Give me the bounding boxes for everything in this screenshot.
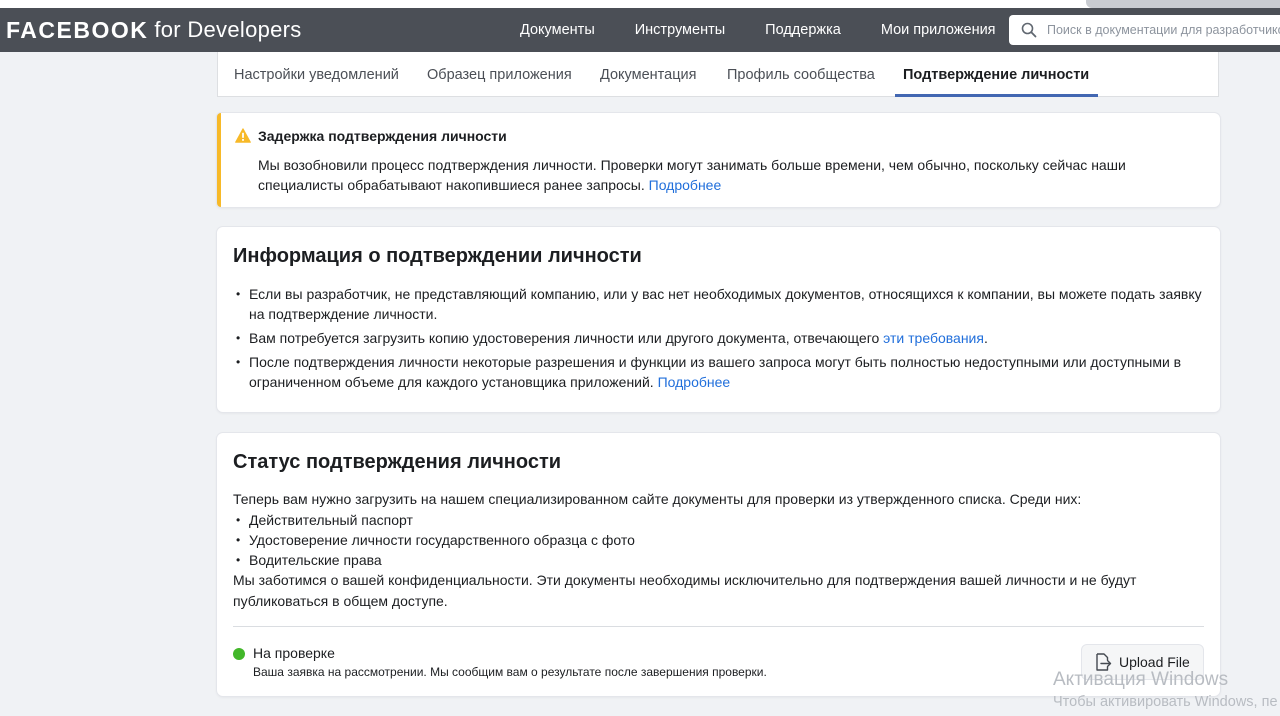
app-tabs <box>217 52 1219 97</box>
tab-notification-settings[interactable]: Настройки уведомлений <box>234 67 399 83</box>
top-navbar <box>0 8 1280 52</box>
alert-body <box>258 155 1138 195</box>
search-input[interactable] <box>1045 22 1280 38</box>
logo-subtitle: for Developers <box>154 17 302 42</box>
tab-community-profile[interactable]: Профиль сообщества <box>727 67 875 83</box>
windows-activation-title: Активация Windows <box>1053 669 1229 690</box>
info-list <box>233 284 1203 396</box>
nav-support[interactable]: Поддержка <box>765 22 841 38</box>
info-learn-more-link[interactable]: Подробнее <box>657 374 731 390</box>
overlay-edge <box>1086 0 1280 8</box>
divider <box>233 626 1204 627</box>
main-nav <box>500 8 1016 52</box>
upload-file-label: Upload File <box>1119 654 1190 670</box>
info-item-text: Вам потребуется загрузить копию удостоверения личности или другого документа, отвечающего <box>249 330 880 346</box>
status-label: На проверке <box>253 645 335 661</box>
status-title: Статус подтверждения личности <box>233 451 562 473</box>
info-item-text: После подтверждения личности некоторые разрешения и функции из вашего запроса могут быть полностью недоступными или доступными в ограниченном объеме для каждого установщика приложений. <box>249 354 1182 390</box>
search-icon <box>1021 22 1037 38</box>
document-item: • Действительный паспорт <box>233 510 1193 530</box>
requirements-link[interactable]: эти требования <box>883 330 984 346</box>
alert-title: Задержка подтверждения личности <box>258 128 507 144</box>
info-item <box>233 352 1203 392</box>
logo-brand: FACEBOOK <box>6 16 149 43</box>
delay-alert <box>217 113 1220 207</box>
window-top-strip <box>0 0 1280 8</box>
search-box[interactable] <box>1009 15 1280 45</box>
status-description: Ваша заявка на рассмотрении. Мы сообщим вам о результате после завершения проверки. <box>253 665 767 679</box>
alert-learn-more-link[interactable]: Подробнее <box>648 177 722 193</box>
nav-my-apps[interactable]: Мои приложения <box>880 22 996 38</box>
nav-docs[interactable]: Документы <box>520 22 595 38</box>
info-item: • Вам потребуется загрузить копию удостоверения личности или другого документа, отвечающего эти требования. <box>233 328 1203 348</box>
tab-documentation[interactable]: Документация <box>600 67 697 83</box>
document-list <box>233 510 1193 570</box>
nav-tools[interactable]: Инструменты <box>634 22 726 38</box>
info-item <box>233 284 1203 324</box>
document-item: • Удостоверение личности государственного образца с фото <box>233 530 1193 550</box>
logo[interactable] <box>6 8 302 52</box>
info-card <box>217 227 1220 412</box>
alert-text: Мы возобновили процесс подтверждения личности. Проверки могут занимать больше времени, чем обычно, поскольку сейчас наши специалисты обрабатывают накопившиеся ранее запросы. <box>258 157 1126 193</box>
info-item-text: Если вы разработчик, не представляющий компанию, или у вас нет необходимых документов, относящихся к компании, вы можете подать заявку на подтверждение личности. <box>249 286 1202 322</box>
privacy-note: Мы заботимся о вашей конфиденциальности. Эти документы необходимы исключительно для подтверждения вашей личности и не будут публиковаться в общем доступе. <box>233 572 1137 609</box>
tab-sample-app[interactable]: Образец приложения <box>427 67 572 83</box>
left-sidebar <box>0 52 216 716</box>
tab-identity-verification[interactable]: Подтверждение личности <box>903 52 1089 96</box>
status-indicator-dot <box>233 648 245 660</box>
info-title: Информация о подтверждении личности <box>233 245 642 267</box>
windows-activation-subtitle: Чтобы активировать Windows, пе <box>1053 694 1278 710</box>
status-card <box>217 433 1220 696</box>
warning-icon <box>235 128 251 143</box>
status-intro: Теперь вам нужно загрузить на нашем специализированном сайте документы для проверки из утвержденного списка. Среди них: <box>233 491 1082 507</box>
document-item: • Водительские права <box>233 550 1193 570</box>
